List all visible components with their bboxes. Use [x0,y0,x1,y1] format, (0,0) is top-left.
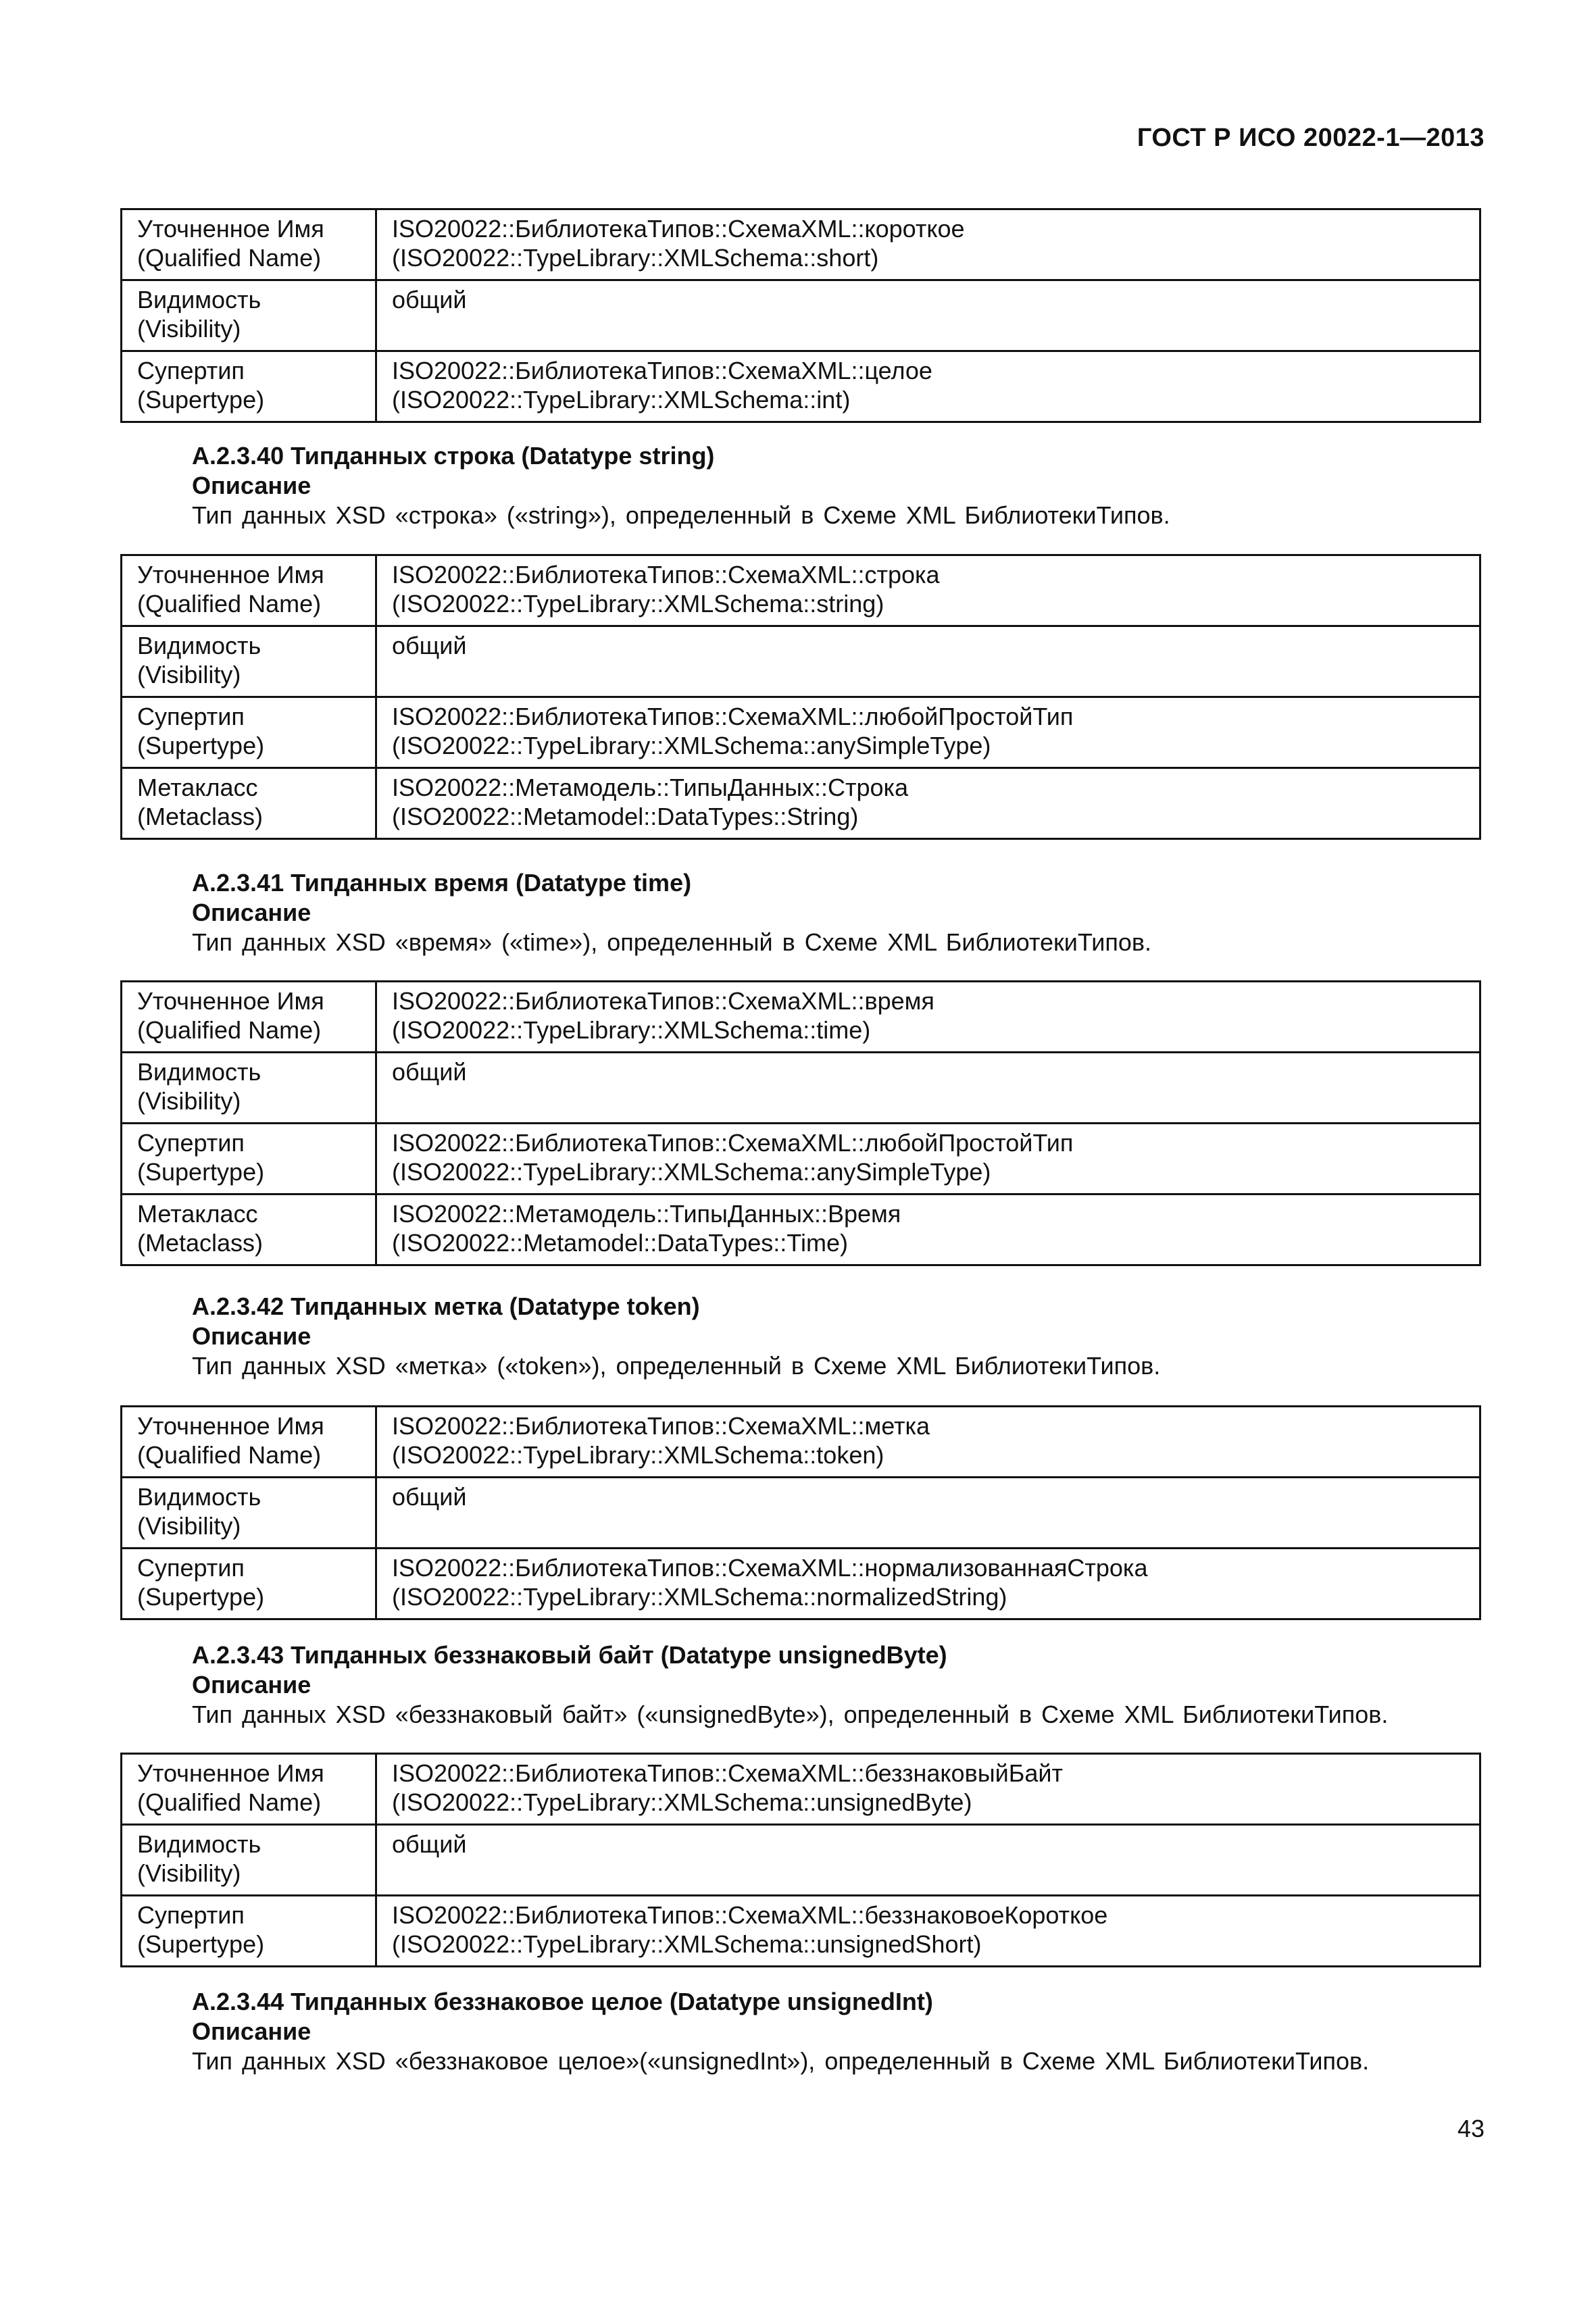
value-text-en: (ISO20022::Metamodel::DataTypes::String) [392,803,859,830]
key-label: Уточненное Имя [137,561,324,588]
properties-table-short [120,208,1481,423]
key-label-en: (Qualified Name) [137,1788,322,1816]
value-text-en: (ISO20022::TypeLibrary::XMLSchema::unsignedByte) [392,1788,972,1816]
table-row [122,1896,1480,1967]
key-label-en: (Visibility) [137,1512,241,1540]
key-label: Видимость [137,1830,261,1858]
section-title: А.2.3.44 Типданных беззнаковое целое (Datatype unsignedInt) [192,1988,933,2015]
section-heading-unsignedint [192,1987,1476,2076]
value-cell [376,1549,1480,1619]
key-cell [122,1754,376,1825]
value-cell [376,280,1480,351]
value-text: общий [392,1483,467,1511]
key-label: Уточненное Имя [137,215,324,243]
value-text: ISO20022::БиблиотекаТипов::СхемаXML::метка [392,1412,930,1440]
value-text: общий [392,632,467,659]
value-text: ISO20022::БиблиотекаТипов::СхемаXML::беззнаковыйБайт [392,1759,1063,1787]
table-row [122,626,1480,697]
section-title: А.2.3.43 Типданных беззнаковый байт (Datatype unsignedByte) [192,1641,947,1669]
table-row [122,280,1480,351]
key-cell [122,351,376,422]
section-heading-token [192,1292,1476,1381]
value-text: ISO20022::БиблиотекаТипов::СхемаXML::беззнаковоеКороткое [392,1901,1108,1929]
value-text-en: (ISO20022::TypeLibrary::XMLSchema::time) [392,1016,871,1044]
section-title: А.2.3.41 Типданных время (Datatype time) [192,869,692,897]
value-text-en: (ISO20022::TypeLibrary::XMLSchema::anySimpleType) [392,732,991,759]
key-label-en: (Metaclass) [137,1229,264,1257]
key-label-en: (Supertype) [137,1583,265,1611]
key-label: Видимость [137,286,261,313]
value-text: общий [392,1058,467,1086]
value-cell [376,209,1480,280]
key-cell [122,1896,376,1967]
table-row [122,982,1480,1053]
value-text: ISO20022::БиблиотекаТипов::СхемаXML::время [392,987,934,1015]
section-heading-string [192,441,1476,530]
section-description: Тип данных XSD «беззнаковое целое»(«unsignedInt»), определенный в Схеме XML БиблиотекиТипов. [192,2047,1370,2075]
value-text-en: (ISO20022::TypeLibrary::XMLSchema::short) [392,244,879,272]
section-title: А.2.3.42 Типданных метка (Datatype token) [192,1292,700,1320]
value-cell [376,1478,1480,1549]
value-cell [376,1896,1480,1967]
table-row [122,1124,1480,1194]
value-text: ISO20022::Метамодель::ТипыДанных::Время [392,1200,901,1228]
section-subtitle: Описание [192,1671,311,1699]
key-cell [122,1549,376,1619]
value-cell [376,1124,1480,1194]
value-text: ISO20022::БиблиотекаТипов::СхемаXML::любойПростойТип [392,1129,1074,1157]
table-row [122,768,1480,839]
value-cell [376,1825,1480,1896]
key-label-en: (Supertype) [137,386,265,413]
key-label: Супертип [137,357,245,384]
value-text: общий [392,1830,467,1858]
section-description: Тип данных XSD «метка» («token»), определенный в Схеме XML БиблиотекиТипов. [192,1352,1161,1380]
section-description: Тип данных XSD «беззнаковый байт» («unsignedByte»), определенный в Схеме XML БиблиотекиТипов. [192,1701,1389,1728]
key-label: Супертип [137,1129,245,1157]
page-number: 43 [1457,2115,1485,2142]
table-row [122,1053,1480,1124]
properties-table-time [120,980,1481,1266]
section-subtitle: Описание [192,472,311,499]
value-cell [376,1194,1480,1265]
key-cell [122,768,376,839]
value-cell [376,555,1480,626]
key-label-en: (Supertype) [137,732,265,759]
value-text-en: (ISO20022::TypeLibrary::XMLSchema::unsignedShort) [392,1930,982,1958]
value-text: ISO20022::БиблиотекаТипов::СхемаXML::целое [392,357,932,384]
table-row [122,1754,1480,1825]
value-cell [376,768,1480,839]
key-label: Супертип [137,1554,245,1582]
key-cell [122,1053,376,1124]
key-label: Видимость [137,632,261,659]
table-row [122,1549,1480,1619]
key-label: Уточненное Имя [137,987,324,1015]
key-label-en: (Visibility) [137,1087,241,1115]
table-row [122,697,1480,768]
section-description: Тип данных XSD «время» («time»), определенный в Схеме XML БиблиотекиТипов. [192,928,1151,956]
value-text: ISO20022::Метамодель::ТипыДанных::Строка [392,774,909,801]
key-label: Уточненное Имя [137,1759,324,1787]
value-cell [376,1053,1480,1124]
table-row [122,351,1480,422]
key-label: Супертип [137,703,245,730]
properties-table-unsignedbyte [120,1753,1481,1967]
key-cell [122,1825,376,1896]
section-description: Тип данных XSD «строка» («string»), определенный в Схеме XML БиблиотекиТипов. [192,501,1170,529]
section-subtitle: Описание [192,1322,311,1350]
key-label-en: (Qualified Name) [137,590,322,618]
key-cell [122,626,376,697]
key-cell [122,1194,376,1265]
key-label: Уточненное Имя [137,1412,324,1440]
key-cell [122,1478,376,1549]
value-text-en: (ISO20022::TypeLibrary::XMLSchema::anySimpleType) [392,1158,991,1186]
key-cell [122,555,376,626]
key-cell [122,1124,376,1194]
key-cell [122,982,376,1053]
value-cell [376,626,1480,697]
key-label-en: (Qualified Name) [137,1016,322,1044]
key-label-en: (Supertype) [137,1930,265,1958]
value-text-en: (ISO20022::Metamodel::DataTypes::Time) [392,1229,848,1257]
value-text-en: (ISO20022::TypeLibrary::XMLSchema::int) [392,386,851,413]
section-heading-time [192,868,1476,957]
value-cell [376,1407,1480,1478]
section-subtitle: Описание [192,899,311,926]
value-text-en: (ISO20022::TypeLibrary::XMLSchema::token) [392,1441,884,1469]
table-row [122,209,1480,280]
key-label: Метакласс [137,774,258,801]
properties-table-token [120,1405,1481,1620]
table-row [122,1478,1480,1549]
section-subtitle: Описание [192,2017,311,2045]
value-cell [376,697,1480,768]
properties-table-string [120,554,1481,840]
value-text-en: (ISO20022::TypeLibrary::XMLSchema::string) [392,590,884,618]
key-label-en: (Visibility) [137,1859,241,1887]
value-cell [376,982,1480,1053]
key-label-en: (Supertype) [137,1158,265,1186]
table-row [122,555,1480,626]
key-cell [122,1407,376,1478]
value-cell [376,351,1480,422]
table-row [122,1825,1480,1896]
key-label: Видимость [137,1483,261,1511]
key-cell [122,209,376,280]
key-label-en: (Metaclass) [137,803,264,830]
key-cell [122,697,376,768]
document-header: ГОСТ Р ИСО 20022-1—2013 [1137,124,1485,152]
value-text: общий [392,286,467,313]
value-text: ISO20022::БиблиотекаТипов::СхемаXML::строка [392,561,940,588]
section-title: А.2.3.40 Типданных строка (Datatype string) [192,442,715,470]
key-label-en: (Visibility) [137,661,241,688]
value-text: ISO20022::БиблиотекаТипов::СхемаXML::короткое [392,215,965,243]
table-row [122,1407,1480,1478]
value-cell [376,1754,1480,1825]
value-text: ISO20022::БиблиотекаТипов::СхемаXML::любойПростойТип [392,703,1074,730]
table-row [122,1194,1480,1265]
key-label-en: (Qualified Name) [137,244,322,272]
key-label: Метакласс [137,1200,258,1228]
value-text-en: (ISO20022::TypeLibrary::XMLSchema::normalizedString) [392,1583,1007,1611]
key-label: Супертип [137,1901,245,1929]
key-cell [122,280,376,351]
key-label-en: (Visibility) [137,315,241,343]
key-label-en: (Qualified Name) [137,1441,322,1469]
key-label: Видимость [137,1058,261,1086]
value-text: ISO20022::БиблиотекаТипов::СхемаXML::нормализованнаяСтрока [392,1554,1148,1582]
section-heading-unsignedbyte [192,1640,1476,1730]
